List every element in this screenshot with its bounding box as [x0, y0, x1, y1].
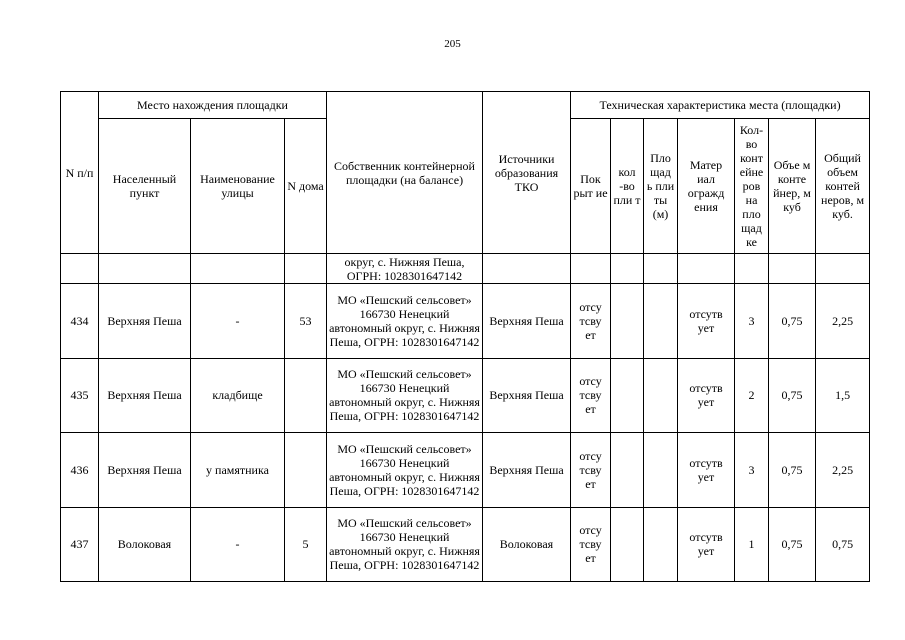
- table-cell: [769, 254, 816, 284]
- table-header: [61, 92, 870, 254]
- cell-settlement: Волоковая: [99, 507, 191, 582]
- col-header-house: N дома: [285, 119, 327, 254]
- table-cell: [611, 254, 644, 284]
- cell-slabs-count: [611, 507, 644, 582]
- col-header-owner: Собственник контейнерной площадки (на балансе): [327, 92, 483, 254]
- cell-container-volume: 0,75: [769, 507, 816, 582]
- cell-containers-count: 3: [735, 284, 769, 359]
- table-row: [61, 284, 870, 359]
- cell-container-volume: 0,75: [769, 284, 816, 359]
- cell-coverage: отсу тсву ет: [571, 358, 611, 433]
- cell-house: 53: [285, 284, 327, 359]
- table-row: [61, 433, 870, 508]
- table-body: [61, 254, 870, 582]
- cell-house: [285, 358, 327, 433]
- cell-fence-material: отсутв ует: [678, 433, 735, 508]
- cell-slabs-count: [611, 433, 644, 508]
- cell-coverage: отсу тсву ет: [571, 507, 611, 582]
- table-row: [61, 358, 870, 433]
- cell-settlement: Верхняя Пеша: [99, 284, 191, 359]
- col-header-slab-area: Пло щад ь пли ты (м): [644, 119, 678, 254]
- cell-containers-count: 2: [735, 358, 769, 433]
- cell-fence-material: отсутв ует: [678, 284, 735, 359]
- cell-street: у памятника: [191, 433, 285, 508]
- cell-num: 436: [61, 433, 99, 508]
- table-cell: [644, 254, 678, 284]
- cell-owner: МО «Пешский сельсовет» 166730 Ненецкий автономный округ, с. Нижняя Пеша, ОГРН: 1028301647142: [327, 284, 483, 359]
- cell-slab-area: [644, 358, 678, 433]
- cell-num: 434: [61, 284, 99, 359]
- cell-owner: МО «Пешский сельсовет» 166730 Ненецкий автономный округ, с. Нижняя Пеша, ОГРН: 1028301647142: [327, 433, 483, 508]
- col-header-containers-count: Кол- во конт ейне ров на пло щад ке: [735, 119, 769, 254]
- table-cell: [191, 254, 285, 284]
- col-header-total-volume: Общий объем контей неров, м куб.: [816, 119, 870, 254]
- col-header-container-volume: Объе м конте йнер, м куб: [769, 119, 816, 254]
- cell-street: кладбище: [191, 358, 285, 433]
- cell-house: [285, 433, 327, 508]
- cell-sources: Верхняя Пеша: [483, 358, 571, 433]
- table-cell: [483, 254, 571, 284]
- table-row: [61, 507, 870, 582]
- cell-sources: Верхняя Пеша: [483, 433, 571, 508]
- col-header-coverage: Пок рыт ие: [571, 119, 611, 254]
- cell-slab-area: [644, 507, 678, 582]
- cell-slab-area: [644, 284, 678, 359]
- col-header-settlement: Населенный пункт: [99, 119, 191, 254]
- cell-coverage: отсу тсву ет: [571, 433, 611, 508]
- table-cell: [285, 254, 327, 284]
- cell-street: -: [191, 284, 285, 359]
- cell-containers-count: 1: [735, 507, 769, 582]
- container-sites-table: [60, 91, 870, 582]
- cell-slabs-count: [611, 358, 644, 433]
- cell-sources: Волоковая: [483, 507, 571, 582]
- cell-coverage: отсу тсву ет: [571, 284, 611, 359]
- table-cell: [735, 254, 769, 284]
- col-header-sources: Источники образования ТКО: [483, 92, 571, 254]
- table-cell: [678, 254, 735, 284]
- continuation-owner-cell: округ, с. Нижняя Пеша, ОГРН: 1028301647142: [327, 254, 483, 284]
- cell-container-volume: 0,75: [769, 358, 816, 433]
- cell-fence-material: отсутв ует: [678, 507, 735, 582]
- cell-total-volume: 0,75: [816, 507, 870, 582]
- page-number: 205: [444, 38, 461, 50]
- table-cell: [816, 254, 870, 284]
- col-header-street: Наименование улицы: [191, 119, 285, 254]
- cell-settlement: Верхняя Пеша: [99, 358, 191, 433]
- cell-total-volume: 2,25: [816, 433, 870, 508]
- col-header-fence-material: Матер иал огражд ения: [678, 119, 735, 254]
- cell-container-volume: 0,75: [769, 433, 816, 508]
- cell-total-volume: 2,25: [816, 284, 870, 359]
- cell-owner: МО «Пешский сельсовет» 166730 Ненецкий автономный округ, с. Нижняя Пеша, ОГРН: 1028301647142: [327, 358, 483, 433]
- continuation-row: [61, 254, 870, 284]
- cell-containers-count: 3: [735, 433, 769, 508]
- col-header-tech-group: Техническая характеристика места (площадки): [571, 92, 870, 119]
- col-header-num: N п/п: [61, 92, 99, 254]
- header-row-group: [61, 92, 870, 119]
- col-header-slabs-count: кол -во пли т: [611, 119, 644, 254]
- table-cell: [99, 254, 191, 284]
- cell-num: 435: [61, 358, 99, 433]
- cell-settlement: Верхняя Пеша: [99, 433, 191, 508]
- cell-num: 437: [61, 507, 99, 582]
- table-cell: [61, 254, 99, 284]
- cell-fence-material: отсутв ует: [678, 358, 735, 433]
- table-cell: [571, 254, 611, 284]
- col-header-location-group: Место нахождения площадки: [99, 92, 327, 119]
- cell-slab-area: [644, 433, 678, 508]
- cell-sources: Верхняя Пеша: [483, 284, 571, 359]
- cell-street: -: [191, 507, 285, 582]
- cell-owner: МО «Пешский сельсовет» 166730 Ненецкий автономный округ, с. Нижняя Пеша, ОГРН: 1028301647142: [327, 507, 483, 582]
- cell-house: 5: [285, 507, 327, 582]
- cell-slabs-count: [611, 284, 644, 359]
- cell-total-volume: 1,5: [816, 358, 870, 433]
